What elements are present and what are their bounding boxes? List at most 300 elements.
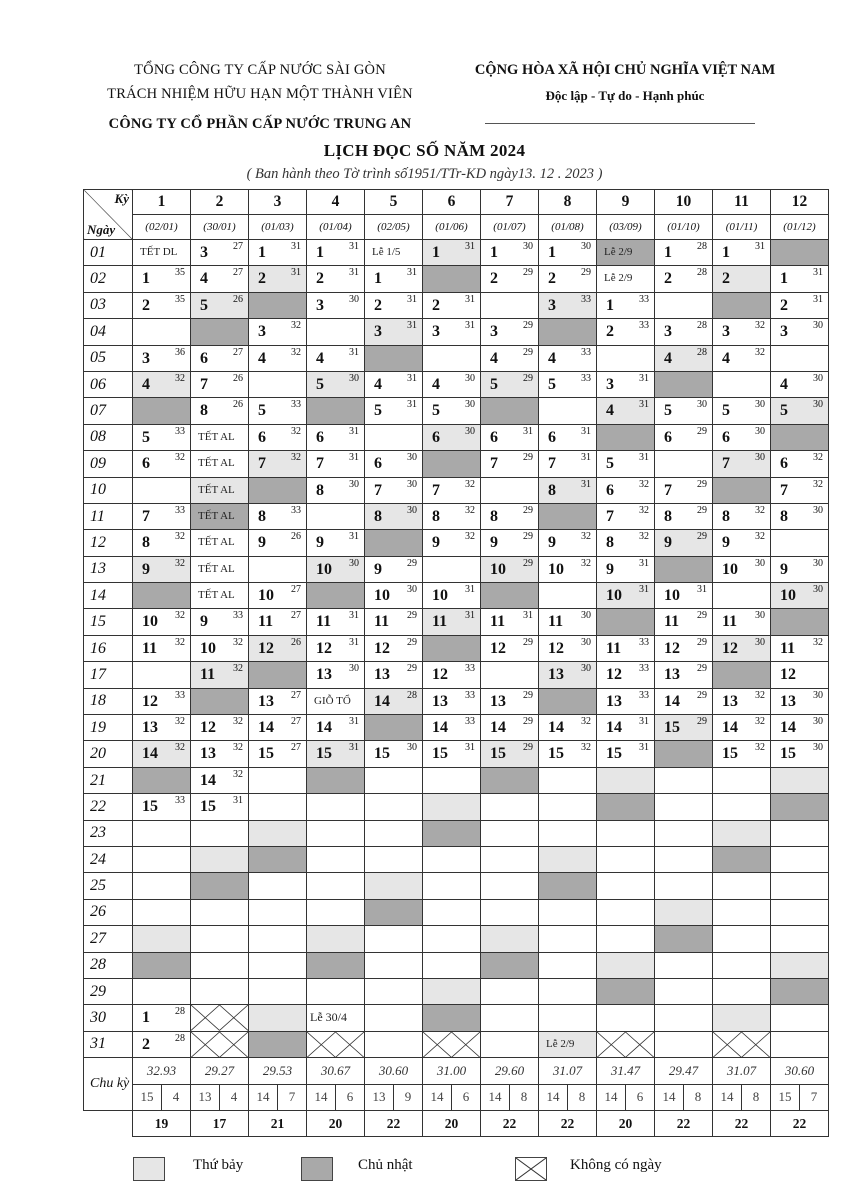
cycle-days: 26 — [233, 399, 243, 411]
reading-sequence: 14 — [316, 719, 332, 737]
day-cell — [133, 1031, 191, 1057]
cycle-days: 29 — [523, 372, 533, 384]
cycle-days: 30 — [407, 478, 417, 490]
cycle-days: 30 — [813, 584, 823, 596]
day-cell — [365, 873, 423, 899]
cycle-days: 28 — [175, 1032, 185, 1044]
reading-sequence: 13 — [664, 666, 680, 684]
day-cell — [191, 978, 249, 1004]
cycle-days: 29 — [523, 689, 533, 701]
day-cell — [655, 873, 713, 899]
day-cell — [307, 319, 365, 345]
ky-header: 1 — [133, 190, 191, 215]
day-cell — [655, 820, 713, 846]
cycle-days: 30 — [349, 557, 359, 569]
reading-sequence: 13 — [142, 719, 158, 737]
cycle-days: 33 — [465, 663, 475, 675]
day-label: 29 — [84, 978, 133, 1004]
day-cell — [249, 266, 307, 292]
split-value-b: 4 — [220, 1084, 249, 1110]
cycle-days: 30 — [813, 320, 823, 332]
day-cell — [655, 292, 713, 318]
cycle-days: 32 — [465, 478, 475, 490]
day-label: 27 — [84, 926, 133, 952]
day-cell — [133, 899, 191, 925]
cycle-average: 31.07 — [713, 1058, 771, 1084]
cycle-days: 31 — [349, 636, 359, 648]
reading-sequence: 13 — [722, 692, 738, 710]
split-value-a: 14 — [423, 1084, 452, 1110]
cycle-days: 31 — [697, 584, 707, 596]
day-cell — [423, 1005, 481, 1031]
cross-icon — [191, 1005, 248, 1030]
reading-sequence: 10 — [374, 587, 390, 605]
day-cell — [539, 530, 597, 556]
reading-sequence: 2 — [142, 1035, 150, 1053]
cycle-days: 33 — [581, 293, 591, 305]
day-cell — [713, 899, 771, 925]
day-cell — [423, 767, 481, 793]
holiday-label: Lễ 1/5 — [372, 246, 401, 258]
day-cell — [655, 240, 713, 266]
day-cell — [539, 503, 597, 529]
day-cell — [307, 424, 365, 450]
day-cell — [249, 240, 307, 266]
day-label: 10 — [84, 477, 133, 503]
day-row — [84, 741, 829, 767]
cycle-days: 33 — [639, 293, 649, 305]
day-cell — [771, 398, 829, 424]
day-cell — [655, 556, 713, 582]
corner-ky-label: Kỳ — [114, 191, 129, 206]
holiday-label: TẾT AL — [198, 483, 235, 496]
day-cell — [713, 240, 771, 266]
day-cell — [713, 424, 771, 450]
cycle-days: 30 — [813, 372, 823, 384]
reading-sequence: 7 — [722, 455, 730, 473]
day-cell — [597, 820, 655, 846]
legend-saturday-swatch — [133, 1157, 165, 1181]
reading-sequence: 12 — [432, 666, 448, 684]
day-cell — [423, 609, 481, 635]
day-cell — [539, 662, 597, 688]
cycle-days: 31 — [639, 372, 649, 384]
day-label: 13 — [84, 556, 133, 582]
cycle-days: 29 — [407, 557, 417, 569]
day-cell — [423, 266, 481, 292]
day-cell — [655, 926, 713, 952]
ky-start-date: (01/06) — [423, 215, 481, 240]
cycle-days: 32 — [233, 663, 243, 675]
day-cell — [771, 292, 829, 318]
day-cell — [307, 662, 365, 688]
day-cell — [365, 635, 423, 661]
day-row — [84, 503, 829, 529]
cycle-days: 29 — [581, 267, 591, 279]
day-cell — [481, 820, 539, 846]
day-cell — [133, 794, 191, 820]
cycle-days: 30 — [581, 241, 591, 252]
cycle-days: 30 — [813, 716, 823, 728]
reading-sequence: 12 — [490, 639, 506, 657]
day-cell — [597, 424, 655, 450]
day-cell — [713, 952, 771, 978]
day-cell — [597, 266, 655, 292]
cycle-days: 30 — [581, 610, 591, 622]
day-cell — [133, 846, 191, 872]
total-value: 22 — [713, 1110, 771, 1136]
cycle-average: 29.47 — [655, 1058, 713, 1084]
day-cell — [133, 767, 191, 793]
day-cell — [539, 319, 597, 345]
day-cell — [713, 715, 771, 741]
reading-sequence: 9 — [142, 560, 150, 578]
cycle-days: 30 — [465, 372, 475, 384]
day-cell — [191, 1005, 249, 1031]
cycle-average-row — [84, 1058, 829, 1084]
day-row — [84, 266, 829, 292]
day-cell — [423, 820, 481, 846]
day-cell — [655, 741, 713, 767]
cross-icon — [423, 1032, 480, 1057]
cycle-days: 31 — [407, 293, 417, 305]
day-cell — [771, 1005, 829, 1031]
cycle-days: 32 — [581, 531, 591, 543]
day-cell — [771, 345, 829, 371]
day-cell — [771, 926, 829, 952]
cycle-days: 32 — [175, 531, 185, 543]
cycle-days: 30 — [349, 478, 359, 490]
cycle-days: 30 — [697, 399, 707, 411]
day-cell — [133, 292, 191, 318]
reading-sequence: 1 — [142, 270, 150, 288]
reading-sequence: 3 — [722, 323, 730, 341]
day-cell — [481, 635, 539, 661]
cross-icon — [713, 1032, 770, 1057]
reading-sequence: 4 — [432, 375, 440, 393]
cycle-days: 32 — [813, 452, 823, 464]
cycle-days: 32 — [233, 636, 243, 648]
cycle-days: 29 — [523, 504, 533, 516]
reading-sequence: 1 — [606, 296, 614, 314]
day-cell — [133, 1005, 191, 1031]
day-cell — [423, 477, 481, 503]
ky-start-date: (01/04) — [307, 215, 365, 240]
day-cell — [307, 292, 365, 318]
reading-sequence: 9 — [374, 560, 382, 578]
cycle-days: 31 — [523, 610, 533, 622]
reading-sequence: 11 — [316, 613, 332, 631]
day-cell — [771, 846, 829, 872]
cycle-days: 32 — [233, 768, 243, 780]
reading-sequence: 1 — [432, 244, 440, 261]
reading-sequence: 2 — [142, 296, 150, 314]
day-row — [84, 688, 829, 714]
reading-sequence: 5 — [142, 428, 150, 446]
day-label: 26 — [84, 899, 133, 925]
ky-start-date: (01/08) — [539, 215, 597, 240]
day-cell — [307, 741, 365, 767]
reading-sequence: 5 — [548, 375, 556, 393]
reading-sequence: 6 — [200, 349, 208, 367]
cycle-average: 30.60 — [771, 1058, 829, 1084]
day-cell — [539, 451, 597, 477]
reading-sequence: 14 — [490, 719, 506, 737]
cycle-days: 30 — [755, 452, 765, 464]
day-cell — [597, 451, 655, 477]
reading-sequence: 12 — [664, 639, 680, 657]
cycle-days: 32 — [291, 320, 301, 332]
reading-sequence: 13 — [548, 666, 564, 684]
holiday-label: Lễ 30/4 — [310, 1010, 347, 1025]
day-cell — [771, 767, 829, 793]
reading-sequence: 8 — [780, 507, 788, 525]
cycle-days: 32 — [755, 742, 765, 754]
reading-sequence: 9 — [200, 613, 208, 631]
split-value-a: 14 — [539, 1084, 568, 1110]
day-cell — [133, 873, 191, 899]
split-value-a: 15 — [133, 1084, 162, 1110]
cycle-days: 31 — [581, 425, 591, 437]
reading-sequence: 15 — [548, 745, 564, 763]
day-cell — [771, 266, 829, 292]
legend-no-day-label: Không có ngày — [570, 1157, 662, 1173]
day-cell — [771, 741, 829, 767]
day-row — [84, 1031, 829, 1057]
reading-sequence: 9 — [490, 534, 498, 552]
day-cell — [365, 662, 423, 688]
cycle-average: 29.60 — [481, 1058, 539, 1084]
day-label: 15 — [84, 609, 133, 635]
reading-sequence: 12 — [142, 692, 158, 710]
day-cell — [423, 662, 481, 688]
total-value: 22 — [481, 1110, 539, 1136]
day-cell — [713, 741, 771, 767]
day-cell — [481, 794, 539, 820]
reading-sequence: 9 — [722, 534, 730, 552]
reading-sequence: 3 — [780, 323, 788, 341]
day-cell — [365, 556, 423, 582]
cycle-days: 29 — [697, 636, 707, 648]
cycle-days: 33 — [465, 689, 475, 701]
day-cell — [307, 556, 365, 582]
day-cell — [597, 319, 655, 345]
day-cell — [307, 266, 365, 292]
day-cell — [539, 240, 597, 266]
reading-sequence: 11 — [780, 639, 796, 657]
legend-sunday-swatch — [301, 1157, 333, 1181]
day-cell — [191, 398, 249, 424]
day-cell — [423, 398, 481, 424]
day-cell — [713, 292, 771, 318]
day-cell — [655, 1031, 713, 1057]
day-cell — [597, 873, 655, 899]
split-value-b: 6 — [452, 1084, 481, 1110]
cycle-days: 30 — [407, 584, 417, 596]
cycle-days: 32 — [639, 478, 649, 490]
split-value-b: 6 — [626, 1084, 655, 1110]
reading-sequence: 8 — [664, 507, 672, 525]
day-cell — [539, 978, 597, 1004]
cycle-days: 31 — [233, 795, 243, 807]
day-label: 05 — [84, 345, 133, 371]
day-cell — [655, 767, 713, 793]
day-row — [84, 556, 829, 582]
company-parent-name: TỔNG CÔNG TY CẤP NƯỚC SÀI GÒN — [134, 62, 386, 78]
day-cell — [655, 952, 713, 978]
split-value-b: 7 — [800, 1084, 829, 1110]
cycle-days: 32 — [755, 504, 765, 516]
cycle-days: 33 — [581, 346, 591, 358]
day-cell — [423, 846, 481, 872]
corner-cell — [84, 190, 133, 240]
day-cell — [249, 767, 307, 793]
day-cell — [597, 978, 655, 1004]
total-value: 21 — [249, 1110, 307, 1136]
day-cell — [597, 767, 655, 793]
day-cell — [365, 240, 423, 266]
day-cell — [249, 451, 307, 477]
cycle-days: 32 — [465, 504, 475, 516]
day-cell — [307, 451, 365, 477]
reading-sequence: 11 — [490, 613, 506, 631]
day-cell — [539, 635, 597, 661]
holiday-label: TẾT AL — [198, 536, 235, 549]
reading-sequence: 5 — [316, 375, 324, 393]
day-cell — [249, 556, 307, 582]
day-cell — [539, 398, 597, 424]
day-cell — [191, 794, 249, 820]
day-cell — [365, 794, 423, 820]
day-cell — [191, 1031, 249, 1057]
cycle-days: 31 — [349, 241, 359, 252]
day-cell — [307, 609, 365, 635]
day-cell — [539, 794, 597, 820]
cycle-days: 33 — [175, 504, 185, 516]
day-cell — [771, 530, 829, 556]
reading-sequence: 1 — [374, 270, 382, 288]
split-value-a: 15 — [771, 1084, 800, 1110]
day-cell — [713, 530, 771, 556]
day-cell — [423, 424, 481, 450]
cycle-days: 32 — [233, 716, 243, 728]
cycle-days: 31 — [755, 241, 765, 252]
day-cell — [539, 873, 597, 899]
ky-start-date: (01/10) — [655, 215, 713, 240]
cycle-days: 30 — [755, 425, 765, 437]
day-row — [84, 398, 829, 424]
day-cell — [655, 846, 713, 872]
day-cell — [191, 767, 249, 793]
day-cell — [307, 978, 365, 1004]
cycle-days: 27 — [291, 610, 301, 622]
day-cell — [655, 1005, 713, 1031]
day-cell — [307, 794, 365, 820]
day-cell — [191, 477, 249, 503]
day-cell — [713, 556, 771, 582]
reading-sequence: 6 — [316, 428, 324, 446]
cycle-days: 31 — [291, 267, 301, 279]
day-row — [84, 530, 829, 556]
reading-sequence: 3 — [258, 323, 266, 341]
day-cell — [539, 715, 597, 741]
day-cell — [133, 556, 191, 582]
legend-saturday-label: Thứ bảy — [193, 1157, 244, 1173]
split-value-b: 8 — [742, 1084, 771, 1110]
ky-header: 3 — [249, 190, 307, 215]
cycle-days: 28 — [697, 346, 707, 358]
cycle-days: 31 — [581, 452, 591, 464]
reading-sequence: 11 — [432, 613, 448, 631]
reading-sequence: 12 — [200, 719, 216, 737]
reading-sequence: 6 — [258, 428, 266, 446]
day-cell — [133, 635, 191, 661]
day-cell — [133, 477, 191, 503]
cycle-days: 32 — [175, 557, 185, 569]
cycle-days: 27 — [291, 742, 301, 754]
day-cell — [249, 899, 307, 925]
cycle-days: 29 — [697, 716, 707, 728]
reading-sequence: 15 — [432, 745, 448, 763]
day-label: 17 — [84, 662, 133, 688]
day-cell — [423, 319, 481, 345]
reading-sequence: 1 — [490, 244, 498, 261]
reading-sequence: 5 — [722, 402, 730, 420]
cycle-days: 29 — [407, 610, 417, 622]
day-row — [84, 609, 829, 635]
cycle-days: 30 — [581, 663, 591, 675]
ky-start-date: (01/03) — [249, 215, 307, 240]
reading-sequence: 10 — [664, 587, 680, 605]
cycle-days: 32 — [175, 372, 185, 384]
holiday-label: Lễ 2/9 — [546, 1037, 575, 1050]
day-cell — [191, 609, 249, 635]
reading-sequence: 1 — [548, 244, 556, 261]
ky-start-date: (02/05) — [365, 215, 423, 240]
day-cell — [597, 345, 655, 371]
day-row — [84, 952, 829, 978]
day-cell — [771, 662, 829, 688]
reading-sequence: 5 — [258, 402, 266, 420]
holiday-label: TẾT AL — [198, 562, 235, 575]
day-cell — [481, 266, 539, 292]
cycle-days: 30 — [755, 636, 765, 648]
day-cell — [307, 345, 365, 371]
day-cell — [713, 873, 771, 899]
day-cell — [365, 820, 423, 846]
reading-sequence: 10 — [548, 560, 564, 578]
day-label: 14 — [84, 583, 133, 609]
cycle-days: 30 — [407, 452, 417, 464]
day-cell — [423, 952, 481, 978]
reading-sequence: 9 — [664, 534, 672, 552]
day-cell — [365, 899, 423, 925]
reading-sequence: 14 — [200, 771, 216, 789]
day-cell — [365, 952, 423, 978]
cycle-days: 30 — [349, 663, 359, 675]
reading-schedule-table — [83, 189, 829, 1137]
day-cell — [365, 503, 423, 529]
split-value-a: 14 — [713, 1084, 742, 1110]
reading-sequence: 10 — [722, 560, 738, 578]
holiday-label: TẾT DL — [140, 246, 178, 258]
reading-sequence: 10 — [606, 587, 622, 605]
day-cell — [191, 662, 249, 688]
day-cell — [191, 503, 249, 529]
day-cell — [713, 794, 771, 820]
day-cell — [249, 424, 307, 450]
day-cell — [191, 292, 249, 318]
